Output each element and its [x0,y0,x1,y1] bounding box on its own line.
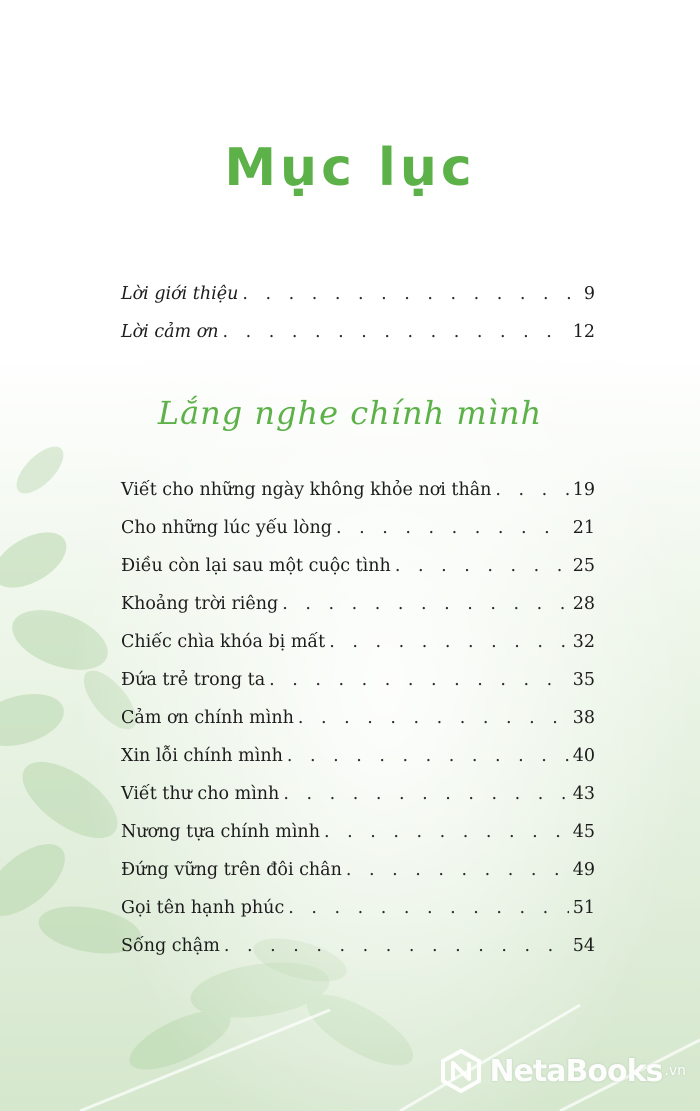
dot-leader [329,632,569,652]
toc-entry[interactable] [121,822,595,860]
toc-entry-title: Lời giới thiệu [121,284,239,304]
watermark-brand: NetaBooks [489,1053,663,1089]
dot-leader [223,322,569,342]
toc-entry[interactable] [121,480,595,518]
toc-entry[interactable] [121,784,595,822]
dot-leader [298,708,569,728]
toc-entry-page: 38 [572,708,595,728]
hexagon-n-logo-icon [439,1049,483,1093]
dot-leader [346,860,569,880]
toc-entry[interactable] [121,556,595,594]
dot-leader [283,784,568,804]
toc-entry-page: 21 [572,518,595,538]
dot-leader [324,822,569,842]
toc-entry-title: Cảm ơn chính mình [121,708,294,728]
toc-entry-title: Xin lỗi chính mình [121,746,283,766]
toc-entry[interactable] [121,708,595,746]
dot-leader [242,284,580,304]
dot-leader [288,898,568,918]
toc-list [121,480,595,974]
toc-entry-title: Viết thư cho mình [121,784,280,804]
toc-entry-title: Điều còn lại sau một cuộc tình [121,556,391,576]
dot-leader [224,936,569,956]
toc-entry[interactable] [121,860,595,898]
toc-entry[interactable] [121,746,595,784]
toc-entry-title: Viết cho những ngày không khỏe nơi thân [121,480,492,500]
toc-entry-title: Lời cảm ơn [121,322,219,342]
toc-entry-page: 32 [572,632,595,652]
toc-entry[interactable] [121,670,595,708]
dot-leader [282,594,568,614]
toc-entry-title: Đứa trẻ trong ta [121,670,266,690]
toc-entry[interactable] [121,594,595,632]
toc-entry[interactable] [121,518,595,556]
section-title: Lắng nghe chính mình [157,394,543,432]
toc-entry-page: 19 [572,480,595,500]
toc-entry[interactable] [121,632,595,670]
dot-leader [495,480,568,500]
dot-leader [336,518,569,538]
toc-entry[interactable] [121,936,595,974]
toc-entry[interactable] [121,898,595,936]
toc-entry-page: 49 [572,860,595,880]
toc-entry-title: Khoảng trời riêng [121,594,279,614]
toc-entry[interactable] [121,284,595,322]
toc-entry-page: 25 [572,556,595,576]
toc-entry-title: Đứng vững trên đôi chân [121,860,342,880]
toc-entry-page: 12 [572,322,595,342]
toc-entry-title: Gọi tên hạnh phúc [121,898,285,918]
toc-entry-title: Nương tựa chính mình [121,822,320,842]
dot-leader [269,670,569,690]
toc-entry-title: Cho những lúc yếu lòng [121,518,332,538]
toc-entry[interactable] [121,322,595,360]
toc-entry-page: 51 [572,898,595,918]
toc-entry-page: 40 [572,746,595,766]
front-matter-list [121,284,595,360]
watermark-suffix: .vn [664,1063,686,1079]
toc-entry-page: 28 [572,594,595,614]
page-title: Mục lục [224,138,476,198]
toc-entry-title: Sống chậm [121,936,220,956]
toc-entry-title: Chiếc chìa khóa bị mất [121,632,326,652]
dot-leader [395,556,569,576]
toc-entry-page: 9 [583,284,595,304]
toc-entry-page: 35 [572,670,595,690]
watermark [439,1049,686,1093]
toc-entry-page: 43 [572,784,595,804]
toc-entry-page: 45 [572,822,595,842]
dot-leader [287,746,569,766]
toc-entry-page: 54 [572,936,595,956]
